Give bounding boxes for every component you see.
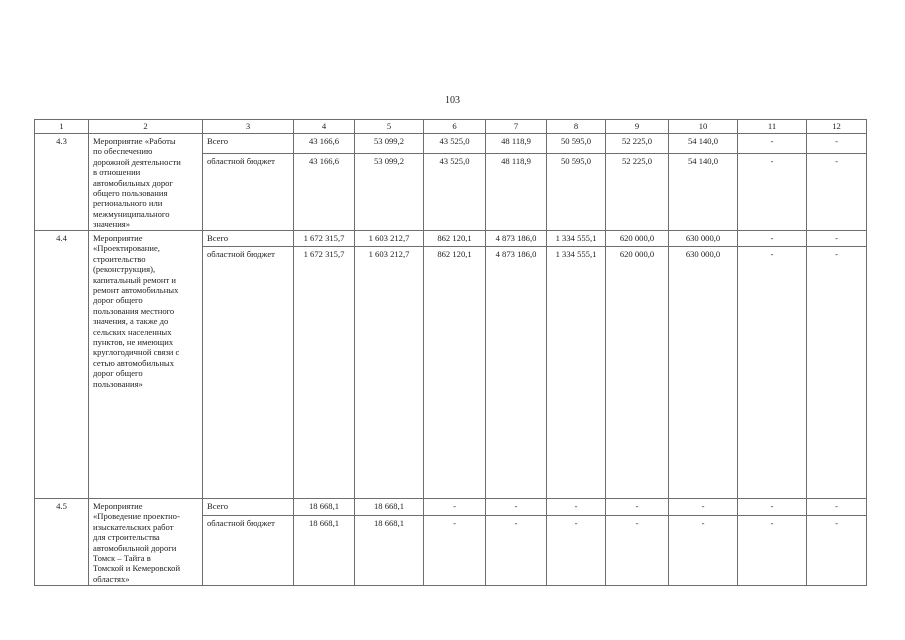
funding-source: областной бюджет — [203, 154, 294, 231]
value-cell: 1 672 315,7 — [294, 231, 355, 247]
value-cell: 43 166,6 — [294, 154, 355, 231]
column-header: 7 — [486, 120, 547, 134]
value-cell: - — [424, 499, 486, 516]
funding-source: Всего — [203, 134, 294, 154]
column-header: 12 — [807, 120, 867, 134]
value-cell: 630 000,0 — [669, 247, 738, 499]
value-cell: - — [807, 134, 867, 154]
column-header: 6 — [424, 120, 486, 134]
value-cell: - — [486, 499, 547, 516]
value-cell: - — [738, 499, 807, 516]
value-cell: - — [738, 134, 807, 154]
value-cell: 1 603 212,7 — [355, 247, 424, 499]
value-cell: 53 099,2 — [355, 134, 424, 154]
value-cell: 48 118,9 — [486, 154, 547, 231]
value-cell: - — [547, 516, 606, 586]
value-cell: 53 099,2 — [355, 154, 424, 231]
column-header-row — [35, 120, 867, 134]
column-header: 3 — [203, 120, 294, 134]
value-cell: 43 525,0 — [424, 154, 486, 231]
value-cell: - — [606, 516, 669, 586]
value-cell: - — [807, 499, 867, 516]
value-cell: - — [669, 516, 738, 586]
measure-code: 4.4 — [35, 231, 89, 499]
value-cell: 1 603 212,7 — [355, 231, 424, 247]
column-header: 1 — [35, 120, 89, 134]
column-header: 8 — [547, 120, 606, 134]
value-cell: 1 334 555,1 — [547, 247, 606, 499]
value-cell: 18 668,1 — [294, 499, 355, 516]
value-cell: 18 668,1 — [355, 499, 424, 516]
value-cell: 50 595,0 — [547, 134, 606, 154]
value-cell: 620 000,0 — [606, 247, 669, 499]
value-cell: 43 166,6 — [294, 134, 355, 154]
table-row — [35, 499, 867, 516]
table-row — [35, 231, 867, 247]
column-header: 11 — [738, 120, 807, 134]
value-cell: - — [807, 154, 867, 231]
value-cell: 52 225,0 — [606, 134, 669, 154]
value-cell: 620 000,0 — [606, 231, 669, 247]
funding-source: Всего — [203, 499, 294, 516]
value-cell: - — [738, 516, 807, 586]
value-cell: 4 873 186,0 — [486, 231, 547, 247]
value-cell: 43 525,0 — [424, 134, 486, 154]
measure-code: 4.3 — [35, 134, 89, 231]
value-cell: 1 334 555,1 — [547, 231, 606, 247]
value-cell: - — [807, 516, 867, 586]
value-cell: - — [669, 499, 738, 516]
value-cell: 18 668,1 — [355, 516, 424, 586]
value-cell: - — [738, 231, 807, 247]
budget-table — [34, 119, 867, 586]
measure-name: Мероприятие «Проведение проектно- изыскательских работ для строительства автомобильной дороги Томск – Тайга в Томской и Кемеровской областях» — [89, 499, 203, 586]
column-header: 2 — [89, 120, 203, 134]
page-number: 103 — [445, 95, 460, 106]
measure-name: Мероприятие «Проектирование, строительство (реконструкция), капитальный ремонт и ремонт автомобильных дорог общего пользования местного значения, а также до сельских населенных пунктов, не имеющих круглогодичной связи с сетью автомобильных дорог общего пользования» — [89, 231, 203, 499]
value-cell: - — [807, 247, 867, 499]
measure-name: Мероприятие «Работы по обеспечению дорожной деятельности в отношении автомобильных дорог общего пользования регионального или межмуниципального значения» — [89, 134, 203, 231]
value-cell: - — [424, 516, 486, 586]
value-cell: 630 000,0 — [669, 231, 738, 247]
value-cell: - — [486, 516, 547, 586]
value-cell: - — [547, 499, 606, 516]
value-cell: 18 668,1 — [294, 516, 355, 586]
column-header: 4 — [294, 120, 355, 134]
column-header: 9 — [606, 120, 669, 134]
value-cell: - — [738, 247, 807, 499]
value-cell: 48 118,9 — [486, 134, 547, 154]
value-cell: 54 140,0 — [669, 154, 738, 231]
measure-code: 4.5 — [35, 499, 89, 586]
funding-source: областной бюджет — [203, 516, 294, 586]
value-cell: 862 120,1 — [424, 231, 486, 247]
value-cell: 4 873 186,0 — [486, 247, 547, 499]
value-cell: 54 140,0 — [669, 134, 738, 154]
value-cell: 862 120,1 — [424, 247, 486, 499]
value-cell: 52 225,0 — [606, 154, 669, 231]
value-cell: - — [606, 499, 669, 516]
funding-source: Всего — [203, 231, 294, 247]
funding-source: областной бюджет — [203, 247, 294, 499]
value-cell: 50 595,0 — [547, 154, 606, 231]
value-cell: - — [807, 231, 867, 247]
column-header: 5 — [355, 120, 424, 134]
value-cell: - — [738, 154, 807, 231]
table-row — [35, 134, 867, 154]
column-header: 10 — [669, 120, 738, 134]
value-cell: 1 672 315,7 — [294, 247, 355, 499]
